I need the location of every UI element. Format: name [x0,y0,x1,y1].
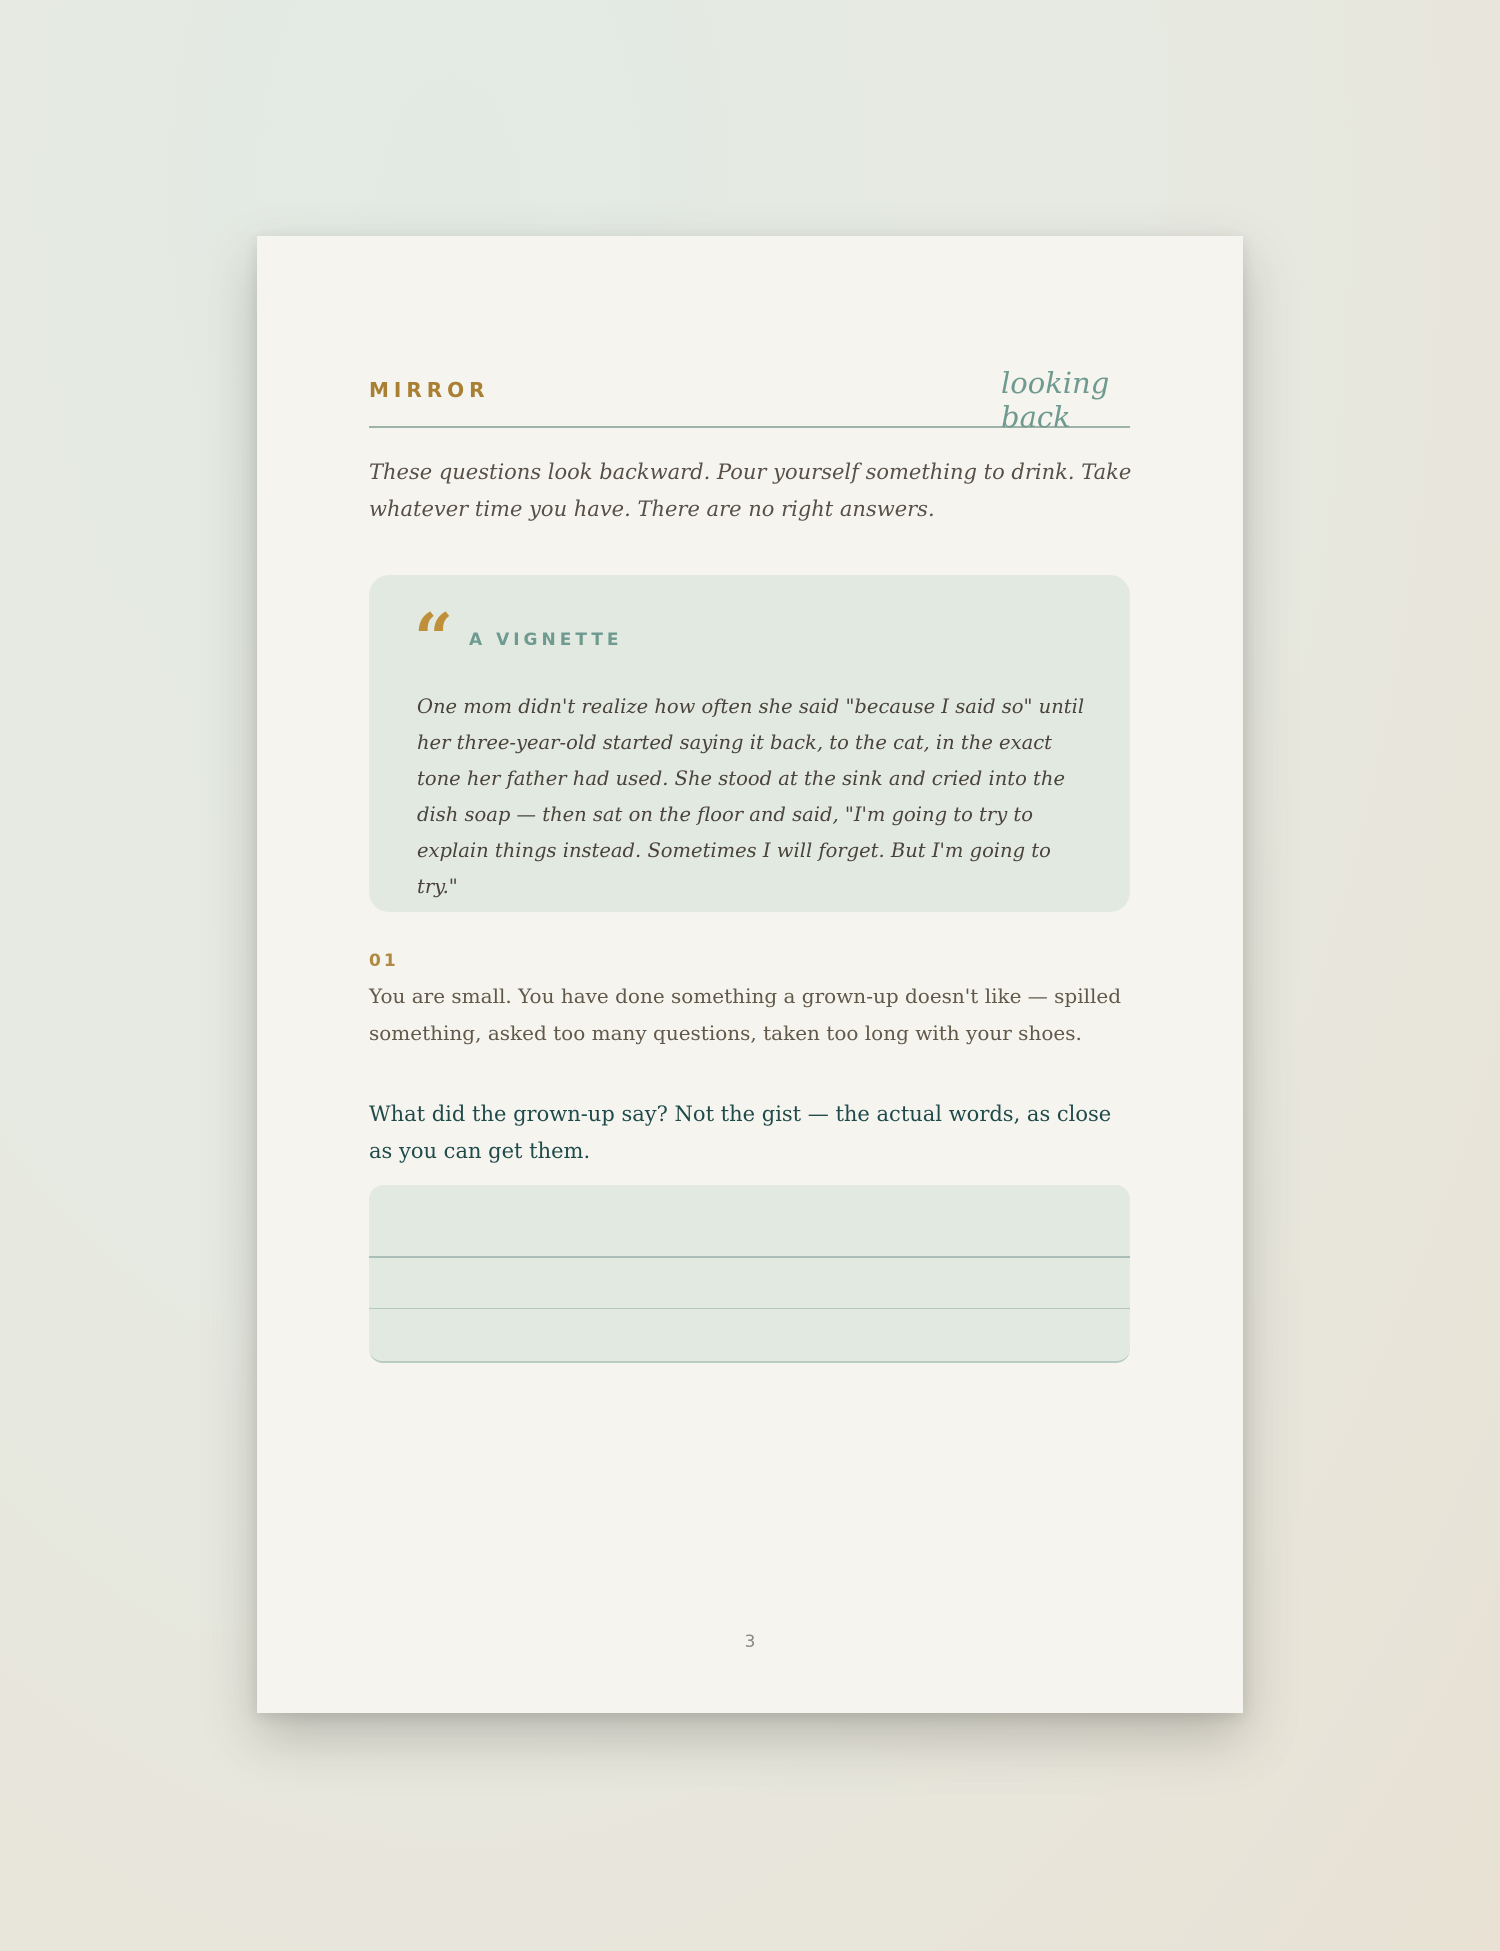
section-header [369,366,1130,434]
workbook-page [257,236,1243,1713]
answer-line [369,1256,1130,1258]
answer-field[interactable] [369,1185,1130,1363]
section-script-title: looking back [1001,366,1110,434]
quote-icon: “ [414,599,454,679]
vignette-card [369,575,1130,912]
vignette-text: One mom didn't realize how often she said "because I said so" until her three-year-old started saying it back, to the cat, in the exact tone her father had used. She stood at the sink and cried into the dish soap — then sat on the floor and said, "I'm going to try to explain things instead. Sometimes I will forget. But I'm going to try." [417,695,1085,898]
answer-line [369,1308,1130,1309]
question-prompt: What did the grown-up say? Not the gist — the actual words, as close as you can get them. [369,1102,1112,1163]
question-context: You are small. You have done something a grown-up doesn't like — spilled something, asked too many questions, taken too long with your shoes. [369,984,1122,1045]
intro-text: These questions look backward. Pour yourself something to drink. Take whatever time you have. There are no right answers. [369,460,1132,521]
page-number: 3 [744,1632,756,1652]
vignette-label: A VIGNETTE [469,630,623,650]
question-number: 01 [369,951,399,971]
section-label: MIRROR [369,378,490,402]
